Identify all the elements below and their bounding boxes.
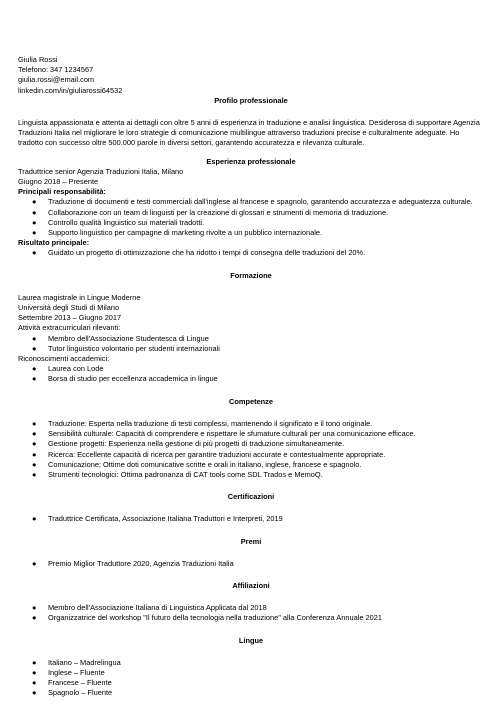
list-item: ● Borsa di studio per eccellenza accademica in lingue bbox=[32, 374, 218, 384]
bullet-icon: ● bbox=[32, 217, 37, 227]
honors-heading: Riconoscimenti accademici: bbox=[18, 354, 110, 364]
bullet-icon: ● bbox=[32, 418, 37, 428]
experience-role: Traduttrice senior Agenzia Traduzioni Italia, Milano bbox=[18, 166, 184, 176]
education-degree: Laurea magistrale in Lingue Moderne bbox=[18, 292, 141, 302]
bullet-icon: ● bbox=[32, 248, 37, 258]
bullet-icon: ● bbox=[32, 603, 37, 613]
bullet-icon: ● bbox=[32, 688, 37, 698]
list-item: ● Membro dell'Associazione Studentesca di Lingue bbox=[32, 333, 209, 343]
bullet-icon: ● bbox=[32, 558, 37, 568]
list-item: ● Controllo qualità linguistico sui materiali tradotti. bbox=[32, 217, 205, 227]
bullet-icon: ● bbox=[32, 514, 37, 524]
list-item: ● Premio Miglior Traduttore 2020, Agenzia Traduzioni Italia bbox=[32, 558, 234, 568]
list-item: ● Organizzatrice del workshop "Il futuro della tecnologia nella traduzione" alla Conferenza Annuale 2021 bbox=[32, 613, 382, 623]
results-list bbox=[18, 248, 484, 258]
bullet-icon: ● bbox=[32, 343, 37, 353]
list-item: ● Traduzione: Esperta nella traduzione di testi complessi, mantenendo il significato e il tono originale. bbox=[32, 418, 373, 428]
list-item: ● Strumenti tecnologici: Ottima padronanza di CAT tools come SDL Trados e MemoQ. bbox=[32, 469, 323, 479]
skills-list bbox=[18, 419, 484, 480]
section-title-skills: Competenze bbox=[229, 396, 273, 406]
bullet-icon: ● bbox=[32, 439, 37, 449]
list-item: ● Collaborazione con un team di linguisti per la creazione di glossari e strumenti di memoria di traduzione. bbox=[32, 207, 389, 217]
section-title-awards: Premi bbox=[240, 536, 262, 546]
list-item: ● Francese – Fluente bbox=[32, 678, 112, 688]
languages-list bbox=[18, 658, 484, 699]
section-title-profile: Profilo professionale bbox=[214, 95, 288, 105]
bullet-icon: ● bbox=[32, 374, 37, 384]
list-item: ● Spagnolo – Fluente bbox=[32, 688, 113, 698]
honors-list bbox=[18, 364, 484, 384]
list-item: ● Ricerca: Eccellente capacità di ricerca per garantire traduzioni accurate e contestualmente appropriate. bbox=[32, 449, 386, 459]
contact-email: giulia.rossi@email.com bbox=[18, 75, 95, 85]
list-item: ● Laurea con Lode bbox=[32, 364, 104, 374]
responsibilities-list bbox=[18, 197, 484, 238]
list-item: ● Italiano – Madrelingua bbox=[32, 657, 121, 667]
result-heading: Risultato principale: bbox=[18, 238, 90, 248]
bullet-icon: ● bbox=[32, 667, 37, 677]
list-item: ● Traduzione di documenti e testi commerciali dall'inglese al francese e spagnolo, garantendo accuratezza e adeguatezza culturale. bbox=[32, 197, 473, 207]
bullet-icon: ● bbox=[32, 228, 37, 238]
profile-text: Linguista appassionata e attenta ai dettagli con oltre 5 anni di esperienza in traduzione e analisi linguistica. Desiderosa di supportare Agenzia Traduzioni Italia nel migliorare le loro strategie di comunicazione multilingue attraverso traduzioni precise e culturalmente adeguate. Ho tradotto con successo oltre 500.000 parole in diversi settori, garantendo accuratezza e rilevanza culturale. bbox=[18, 118, 480, 148]
affiliations-list bbox=[18, 603, 484, 623]
bullet-icon: ● bbox=[32, 197, 37, 207]
section-title-affiliations: Affiliazioni bbox=[232, 580, 270, 590]
section-title-education: Formazione bbox=[230, 270, 272, 280]
bullet-icon: ● bbox=[32, 469, 37, 479]
section-title-experience: Esperienza professionale bbox=[206, 156, 296, 166]
list-item: ● Traduttrice Certificata, Associazione Italiana Traduttori e Interpreti, 2019 bbox=[32, 514, 283, 524]
responsibilities-heading: Principali responsabilità: bbox=[18, 187, 106, 197]
list-item: ● Gestione progetti: Esperienza nella gestione di più progetti di traduzione simultaneamente. bbox=[32, 439, 345, 449]
bullet-icon: ● bbox=[32, 657, 37, 667]
list-item: ● Inglese – Fluente bbox=[32, 667, 105, 677]
contact-name: Giulia Rossi bbox=[18, 55, 58, 64]
bullet-icon: ● bbox=[32, 333, 37, 343]
bullet-icon: ● bbox=[32, 613, 37, 623]
awards-list bbox=[18, 559, 484, 569]
experience-dates: Giugno 2018 – Presente bbox=[18, 177, 99, 187]
contact-block bbox=[18, 55, 484, 96]
list-item: ● Sensibilità culturale: Capacità di comprendere e rispettare le sfumature culturali per una comunicazione efficace. bbox=[32, 429, 416, 439]
section-title-certifications: Certificazioni bbox=[227, 492, 275, 502]
education-dates: Settembre 2013 – Giugno 2017 bbox=[18, 313, 122, 323]
certifications-list bbox=[18, 514, 484, 524]
bullet-icon: ● bbox=[32, 449, 37, 459]
bullet-icon: ● bbox=[32, 459, 37, 469]
list-item: ● Tutor linguistico volontario per studenti internazionali bbox=[32, 343, 220, 353]
bullet-icon: ● bbox=[32, 364, 37, 374]
list-item: ● Comunicazione: Ottime doti comunicative scritte e orali in italiano, inglese, francese e spagnolo. bbox=[32, 459, 362, 469]
education-university: Università degli Studi di Milano bbox=[18, 303, 120, 313]
bullet-icon: ● bbox=[32, 678, 37, 688]
activities-list bbox=[18, 334, 484, 354]
list-item: ● Guidato un progetto di ottimizzazione che ha ridotto i tempi di consegna delle traduzioni del 20%. bbox=[32, 248, 366, 258]
contact-linkedin: linkedin.com/in/giuliarossi64532 bbox=[18, 85, 123, 95]
list-item: ● Supporto linguistico per campagne di marketing rivolte a un pubblico internazionale. bbox=[32, 228, 323, 238]
contact-phone: Telefono: 347 1234567 bbox=[18, 65, 94, 75]
activities-heading: Attività extracurriculari rilevanti: bbox=[18, 323, 121, 333]
list-item: ● Membro dell'Associazione Italiana di Linguistica Applicata dal 2018 bbox=[32, 603, 267, 613]
bullet-icon: ● bbox=[32, 429, 37, 439]
resume-page bbox=[18, 55, 484, 699]
bullet-icon: ● bbox=[32, 207, 37, 217]
section-title-languages: Lingue bbox=[238, 635, 264, 645]
